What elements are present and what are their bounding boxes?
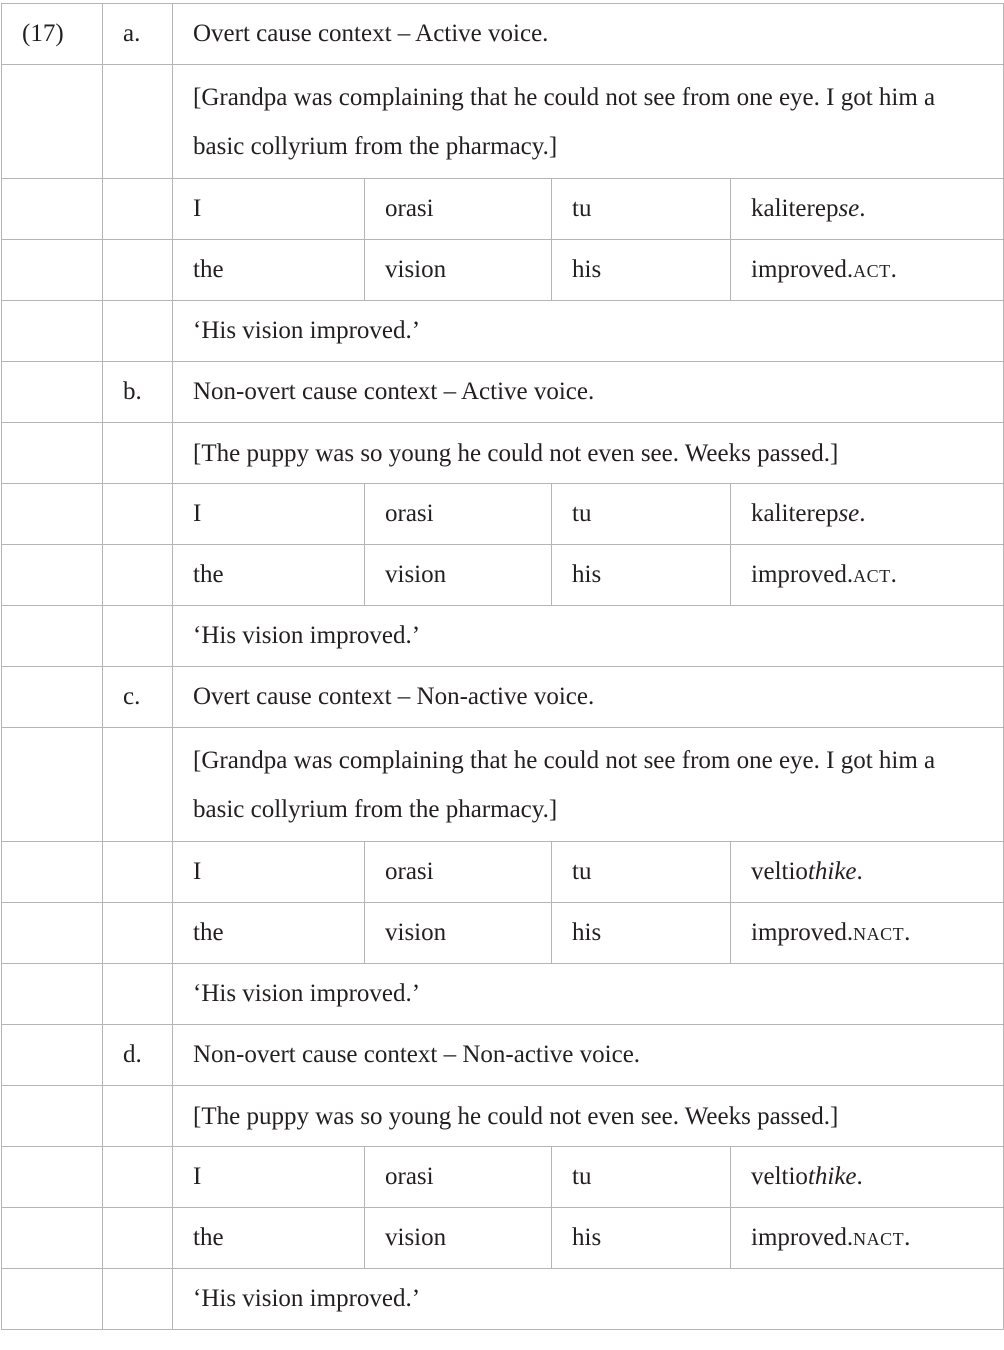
word-cell: tu (552, 179, 731, 240)
empty-cell (2, 65, 103, 179)
empty-cell (103, 964, 173, 1025)
verb-gloss-cell (731, 903, 1004, 964)
word-cell: I (173, 484, 365, 545)
example-gloss-row (2, 903, 1004, 964)
example-words-row (2, 1147, 1004, 1208)
verb-gloss-period: . (890, 256, 897, 283)
empty-cell (103, 484, 173, 545)
empty-cell (2, 1208, 103, 1269)
gloss-cell: the (173, 240, 365, 301)
empty-cell (103, 545, 173, 606)
gloss-cell: vision (365, 545, 552, 606)
empty-cell (103, 240, 173, 301)
item-heading: Overt cause context – Active voice. (173, 4, 1004, 65)
free-translation: ‘His vision improved.’ (173, 1269, 1004, 1330)
verb-period: . (859, 500, 866, 527)
gloss-cell: his (552, 1208, 731, 1269)
empty-cell (2, 1025, 103, 1086)
gloss-cell: vision (365, 903, 552, 964)
empty-cell (103, 903, 173, 964)
gloss-cell: his (552, 240, 731, 301)
context-text: [Grandpa was complaining that he could not see from one eye. I got him a basic collyrium from the pharmacy.] (173, 65, 1004, 179)
verb-gloss-period: . (904, 1224, 911, 1251)
example-heading-row (2, 362, 1004, 423)
empty-cell (103, 606, 173, 667)
empty-cell (103, 842, 173, 903)
context-text: [Grandpa was complaining that he could not see from one eye. I got him a basic collyrium from the pharmacy.] (173, 728, 1004, 842)
verb-cell (731, 1147, 1004, 1208)
verb-stem: kaliterep (751, 500, 839, 527)
verb-gloss-period: . (890, 561, 897, 588)
example-gloss-row (2, 545, 1004, 606)
free-translation: ‘His vision improved.’ (173, 301, 1004, 362)
verb-gloss-cell (731, 545, 1004, 606)
example-gloss-row (2, 240, 1004, 301)
item-letter: c. (103, 667, 173, 728)
item-heading: Overt cause context – Non-active voice. (173, 667, 1004, 728)
gloss-cell: vision (365, 1208, 552, 1269)
verb-cell (731, 842, 1004, 903)
verb-gloss: improved. (751, 1224, 854, 1251)
verb-stem: veltio (751, 858, 808, 885)
verb-gloss-cell (731, 240, 1004, 301)
free-translation: ‘His vision improved.’ (173, 964, 1004, 1025)
word-cell: tu (552, 484, 731, 545)
example-table (1, 3, 1004, 1330)
context-text: [The puppy was so young he could not even see. Weeks passed.] (173, 423, 1004, 484)
item-letter: b. (103, 362, 173, 423)
empty-cell (2, 667, 103, 728)
item-heading: Non-overt cause context – Non-active voice. (173, 1025, 1004, 1086)
example-body (2, 4, 1004, 1330)
gloss-cell: the (173, 903, 365, 964)
example-heading-row (2, 667, 1004, 728)
empty-cell (2, 545, 103, 606)
example-context-row (2, 423, 1004, 484)
verb-gloss-period: . (904, 919, 911, 946)
empty-cell (2, 1269, 103, 1330)
word-cell: I (173, 842, 365, 903)
example-words-row (2, 179, 1004, 240)
verb-suffix: thike (807, 858, 857, 885)
verb-suffix: se (838, 500, 860, 527)
gloss-cell: his (552, 903, 731, 964)
empty-cell (2, 423, 103, 484)
empty-cell (103, 1208, 173, 1269)
word-cell: orasi (365, 1147, 552, 1208)
empty-cell (103, 1269, 173, 1330)
empty-cell (2, 606, 103, 667)
empty-cell (2, 728, 103, 842)
item-letter: a. (103, 4, 173, 65)
verb-stem: kaliterep (751, 195, 839, 222)
example-translation-row (2, 964, 1004, 1025)
context-text: [The puppy was so young he could not even see. Weeks passed.] (173, 1086, 1004, 1147)
empty-cell (103, 65, 173, 179)
voice-tag: act (853, 561, 891, 588)
example-translation-row (2, 606, 1004, 667)
empty-cell (103, 1086, 173, 1147)
empty-cell (2, 362, 103, 423)
free-translation: ‘His vision improved.’ (173, 606, 1004, 667)
word-cell: tu (552, 1147, 731, 1208)
example-context-row (2, 1086, 1004, 1147)
verb-gloss: improved. (751, 256, 854, 283)
word-cell: tu (552, 842, 731, 903)
verb-stem: veltio (751, 1163, 808, 1190)
verb-gloss-cell (731, 1208, 1004, 1269)
example-words-row (2, 484, 1004, 545)
verb-cell (731, 179, 1004, 240)
verb-gloss: improved. (751, 919, 854, 946)
example-translation-row (2, 301, 1004, 362)
item-letter: d. (103, 1025, 173, 1086)
word-cell: orasi (365, 179, 552, 240)
gloss-cell: vision (365, 240, 552, 301)
empty-cell (2, 484, 103, 545)
example-heading-row (2, 1025, 1004, 1086)
gloss-cell: the (173, 545, 365, 606)
voice-tag: nact (853, 1224, 905, 1251)
empty-cell (2, 1086, 103, 1147)
empty-cell (103, 423, 173, 484)
voice-tag: nact (853, 919, 905, 946)
empty-cell (103, 1147, 173, 1208)
gloss-cell: the (173, 1208, 365, 1269)
word-cell: orasi (365, 484, 552, 545)
example-context-row (2, 728, 1004, 842)
gloss-cell: his (552, 545, 731, 606)
voice-tag: act (853, 256, 891, 283)
verb-suffix: thike (807, 1163, 857, 1190)
word-cell: I (173, 1147, 365, 1208)
verb-period: . (856, 858, 863, 885)
word-cell: I (173, 179, 365, 240)
empty-cell (2, 964, 103, 1025)
verb-gloss: improved. (751, 561, 854, 588)
empty-cell (2, 240, 103, 301)
empty-cell (2, 903, 103, 964)
empty-cell (2, 301, 103, 362)
example-gloss-row (2, 1208, 1004, 1269)
empty-cell (103, 728, 173, 842)
empty-cell (103, 179, 173, 240)
empty-cell (103, 301, 173, 362)
verb-period: . (856, 1163, 863, 1190)
empty-cell (2, 179, 103, 240)
example-translation-row (2, 1269, 1004, 1330)
example-heading-row (2, 4, 1004, 65)
item-heading: Non-overt cause context – Active voice. (173, 362, 1004, 423)
word-cell: orasi (365, 842, 552, 903)
example-number: (17) (2, 4, 103, 65)
verb-suffix: se (838, 195, 860, 222)
verb-period: . (859, 195, 866, 222)
verb-cell (731, 484, 1004, 545)
empty-cell (2, 1147, 103, 1208)
empty-cell (2, 842, 103, 903)
example-context-row (2, 65, 1004, 179)
example-words-row (2, 842, 1004, 903)
